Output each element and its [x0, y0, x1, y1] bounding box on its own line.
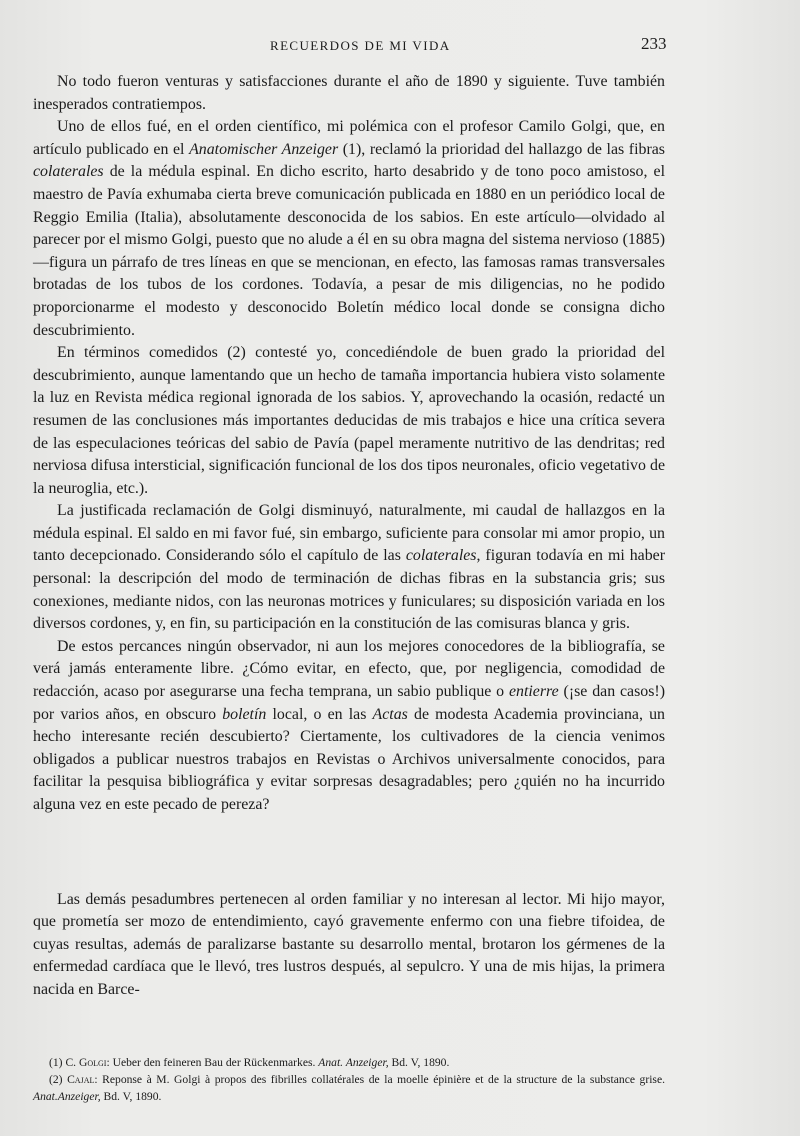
paragraph-text: Las demás pesadumbres pertenecen al orden familiar y no interesan al lector. Mi hijo mayor, que prometía ser mozo de entendimiento, cayó gravemente enfermo con una fiebre tifoidea, de cuyas resultas, además de paralizarse bastante su desarrollo mental, brotaron los gérmenes de la enfermedad cardíaca que le llevó, tres lustros después, al sepulcro. Y una de mis hijas, la primera nacida en Barce- — [33, 890, 665, 998]
paragraph-6 — [33, 889, 665, 1002]
footnotes — [33, 1054, 665, 1105]
paragraph-text: de la médula espinal. En dicho escrito, harto desabrido y de tono poco amistoso, el maestro de Pavía exhumaba cierta breve comunicación publicada en 1880 en un periódico local de Reggio Emilia (Italia), absolutamente desconocida de los sabios. En este artículo—olvidado al parecer por el mismo Golgi, puesto que no alude a él en su obra magna del sistema nervioso (1885)—figura un párrafo de tres líneas en que se mencionan, en efecto, las famosas ramas transversales brotadas de los tubos de los cordones. Todavía, a pesar de mis diligencias, no he podido proporcionarme el modesto y desconocido Boletín médico local donde se consigna dicho descubrimiento. — [33, 163, 665, 339]
paragraph-text: de modesta Academia provinciana, un hecho interesante recién descubierto? Ciertamente, los cultivadores de la ciencia venimos obligados a publicar nuestros trabajos en Revistas o Archivos universalmente conocidos, para facilitar la pesquisa bibliográfica y evitar sorpresas desagradables; pero ¿quién no ha incurrido alguna vez en este pecado de pereza? — [33, 705, 665, 813]
body-text — [33, 71, 665, 1002]
footnote-2 — [33, 1071, 665, 1105]
paragraph-2 — [33, 116, 665, 342]
paragraph-4 — [33, 500, 665, 636]
footnote-text: Ueber den feineren Bau der Rückenmarkes. — [109, 1056, 319, 1069]
italic-text: Anatomischer Anzeiger — [189, 140, 339, 158]
footnote-author: Cajal: — [67, 1073, 98, 1086]
page-number: 233 — [641, 34, 667, 53]
paragraph-text: En términos comedidos (2) contesté yo, concediéndole de buen grado la prioridad del descubrimiento, aunque lamentando que un hecho de tamaña importancia hubiera visto solamente la luz en Revista médica regional ignorada de los sabios. Y, aprovechando la ocasión, redacté un resumen de las conclusiones más importantes deducidas de mis trabajos e hice una crítica severa de las especulaciones teóricas del sabio de Pavía (papel meramente nutritivo de las dendritas; red nerviosa difusa intersticial, significación funcional de los dos tipos neuronales, oficio vegetativo de la neuroglia, etc.). — [33, 344, 665, 497]
paragraph-text: (1), reclamó la prioridad del hallazgo de las fibras — [338, 140, 665, 158]
page-header — [0, 32, 800, 56]
footnote-mark: (2) — [49, 1073, 63, 1086]
paragraph-text: local, o en las — [266, 705, 373, 723]
footnote-1 — [33, 1054, 665, 1071]
paragraph-3 — [33, 342, 665, 500]
italic-text: boletín — [222, 705, 267, 723]
italic-text: colaterales — [405, 547, 477, 565]
paragraph-5 — [33, 636, 665, 817]
italic-text: Actas — [372, 705, 408, 723]
italic-text: colaterales — [33, 163, 104, 181]
footnote-journal: Anat. Anzeiger, — [318, 1056, 389, 1069]
footnote-text: Reponse à M. Golgi à propos des fibrilles collatérales de la moelle épinière et de la structure de la substance grise. — [97, 1073, 665, 1086]
footnote-mark: (1) — [49, 1056, 63, 1069]
footnote-author: C. Golgi: — [65, 1056, 110, 1069]
italic-text: entierre — [508, 683, 559, 701]
paragraph-text: (¡se dan casos!) por varios años, en obscuro — [33, 683, 665, 723]
paragraph-text: No todo fueron venturas y satisfacciones durante el año de 1890 y siguiente. Tuve también inesperados contratiempos. — [33, 73, 665, 113]
running-title: RECUERDOS DE MI VIDA — [270, 38, 451, 53]
paragraph-text: De estos percances ningún observador, ni aun los mejores conocedores de la bibliografía, se verá jamás enteramente libre. ¿Cómo evitar, en efecto, que, por negligencia, comodidad de redacción, acaso por asegurarse una fecha temprana, un sabio publique o — [33, 637, 665, 701]
paragraph-text: Uno de ellos fué, en el orden científico, mi polémica con el profesor Camilo Golgi, que, en artículo publicado en el — [33, 118, 665, 158]
footnote-tail: Bd. V, 1890. — [388, 1056, 450, 1069]
footnote-tail: Bd. V, 1890. — [100, 1090, 162, 1103]
paragraph-text: La justificada reclamación de Golgi disminuyó, naturalmente, mi caudal de hallazgos en la médula espinal. El saldo en mi favor fué, sin embargo, suficiente para consolar mi amor propio, un tanto decepcionado. Considerando sólo el capítulo de las — [33, 502, 665, 565]
footnote-journal: Anat.Anzeiger, — [33, 1090, 101, 1103]
paragraph-text: , figuran todavía en mi haber personal: la descripción del modo de terminación de dichas fibras en la substancia gris; sus conexiones, mediante nidos, con las neuronas motrices y funiculares; su disposición variada en los diversos cordones, y, en fin, su participación en la constitución de las comisuras blanca y gris. — [33, 547, 665, 633]
paragraph-1 — [33, 71, 665, 116]
